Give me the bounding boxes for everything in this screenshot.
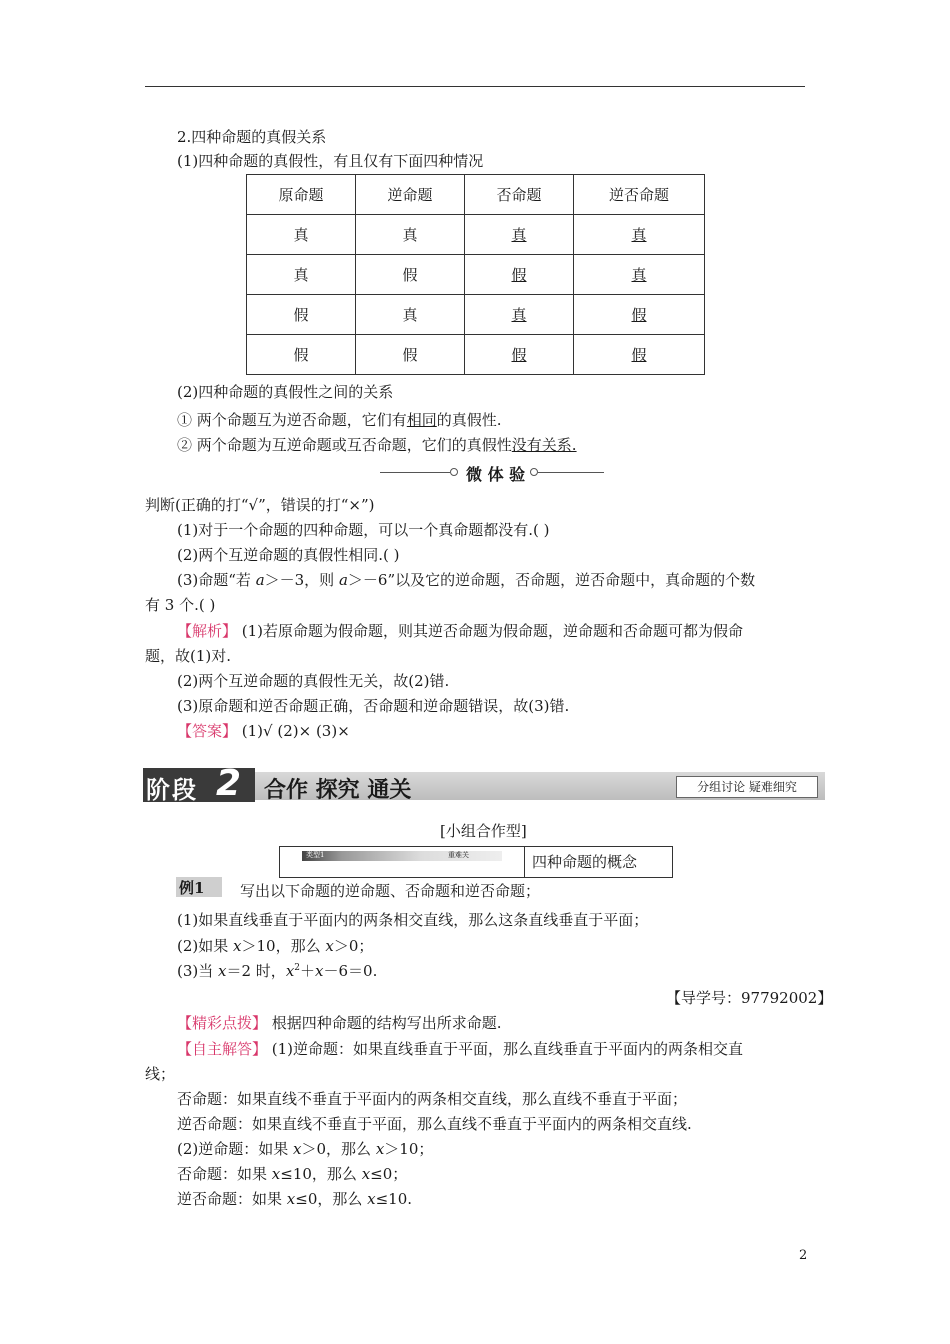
- example-item-2: [177, 935, 373, 956]
- table-header: 逆命题: [356, 175, 465, 215]
- table-row: [247, 335, 705, 375]
- answer-line: [177, 720, 350, 741]
- solution-line-1: [177, 1038, 743, 1059]
- table-cell: 真: [247, 215, 356, 255]
- variable: x: [367, 1190, 376, 1208]
- text: ＞－3，则: [264, 571, 339, 589]
- solution-line-4: [177, 1138, 433, 1159]
- group-label: [小组合作型]: [440, 822, 527, 840]
- table-cell: 真: [465, 295, 574, 335]
- analysis-tag: 【解析】: [177, 622, 238, 640]
- question-2: (2)两个互逆命题的真假性相同.( ): [177, 546, 400, 564]
- stage-label: 阶段: [146, 775, 198, 804]
- section-title-weitiyan: 微 体 验: [466, 465, 526, 484]
- text: ＝2 时，: [226, 962, 286, 980]
- text: ≤10，那么: [280, 1165, 362, 1183]
- tips-tag: 【精彩点拨】: [177, 1014, 268, 1032]
- table-cell: 真: [356, 215, 465, 255]
- text: ＞10；: [384, 1140, 434, 1158]
- variable: x: [361, 1165, 371, 1183]
- stage-badge: 分组讨论 疑难细究: [676, 776, 818, 798]
- solution-line-2: 否命题：如果直线不垂直于平面内的两条相交直线，那么直线不垂直于平面；: [177, 1090, 688, 1108]
- table-row: [247, 255, 705, 295]
- variable: x: [271, 1165, 281, 1183]
- variable: a: [338, 571, 348, 589]
- text: ① 两个命题互为逆否命题，它们有: [177, 411, 407, 429]
- question-3: [177, 569, 755, 590]
- text: 逆否命题：如果: [177, 1190, 287, 1208]
- subheading-2: (2)四种命题的真假性之间的关系: [177, 383, 394, 401]
- table-cell: 假: [356, 255, 465, 295]
- table-cell: 真: [356, 295, 465, 335]
- variable: x: [375, 1140, 385, 1158]
- table-cell: 真: [465, 215, 574, 255]
- analysis-line-2: (2)两个互逆命题的真假性无关，故(2)错.: [177, 672, 450, 690]
- divider-dot: [530, 468, 538, 476]
- table-cell: 假: [356, 335, 465, 375]
- table-cell: 假: [574, 335, 705, 375]
- stage-number: 2: [216, 763, 242, 804]
- divider-left: [380, 472, 450, 473]
- text: 根据四种命题的结构写出所求命题.: [267, 1014, 502, 1032]
- table-cell: 假: [574, 295, 705, 335]
- type-topic: 四种命题的概念: [532, 853, 638, 871]
- table-cell: 真: [247, 255, 356, 295]
- table-header-row: [247, 175, 705, 215]
- header-rule: [145, 86, 805, 87]
- type-box: [279, 846, 673, 878]
- solution-line-3: 逆否命题：如果直线不垂直于平面，那么直线不垂直于平面内的两条相交直线.: [177, 1115, 692, 1133]
- text: (1)√ (2)× (3)×: [237, 722, 350, 740]
- solution-line-1b: 线；: [145, 1065, 176, 1083]
- table-cell: 真: [574, 215, 705, 255]
- variable: x: [286, 1190, 296, 1208]
- text: ≤10.: [375, 1190, 413, 1208]
- example-item-1: (1)如果直线垂直于平面内的两条相交直线，那么这条直线垂直于平面；: [177, 911, 649, 929]
- text: ＞0；: [333, 937, 374, 955]
- text: (3)当: [177, 962, 219, 980]
- text: (3)命题“若: [177, 571, 256, 589]
- analysis-line-3: (3)原命题和逆否命题正确，否命题和逆命题错误，故(3)错.: [177, 697, 570, 715]
- table-cell: 假: [247, 335, 356, 375]
- page-number: 2: [799, 1248, 808, 1263]
- text: 的真假性.: [436, 411, 502, 429]
- underlined-answer: 没有关系.: [511, 436, 577, 454]
- type-tag: 类型1: [306, 851, 325, 859]
- variable: x: [218, 962, 227, 980]
- table-row: [247, 295, 705, 335]
- question-1: (1)对于一个命题的四种命题，可以一个真命题都没有.( ): [177, 521, 550, 539]
- tips-line: [177, 1012, 502, 1033]
- table-row: [247, 215, 705, 255]
- text: ＞10，那么: [241, 937, 326, 955]
- analysis-line-1b: 题，故(1)对.: [145, 647, 232, 665]
- question-3-cont: 有 3 个.( ): [145, 596, 216, 614]
- key-tag: 重难关: [448, 851, 469, 859]
- instruction: 判断(正确的打“√”，错误的打“×”): [145, 496, 375, 514]
- guide-number: 【导学号：97792002】: [666, 989, 833, 1007]
- text: ＞－6”以及它的逆命题，否命题，逆否命题中，真命题的个数: [347, 571, 756, 589]
- divider-dot: [450, 468, 458, 476]
- type-strip: [302, 851, 502, 861]
- text: ＞0，那么: [301, 1140, 376, 1158]
- analysis-line-1: [177, 620, 743, 641]
- truth-table: [246, 174, 705, 375]
- text: (1)逆命题：如果直线垂直于平面，那么直线垂直于平面内的两条相交直: [267, 1040, 744, 1058]
- variable: x: [293, 1140, 302, 1158]
- variable: x: [325, 937, 334, 955]
- example-tag: 例1: [179, 879, 205, 897]
- table-header: 否命题: [465, 175, 574, 215]
- text: ≤0；: [370, 1165, 408, 1183]
- relation-point-1: [177, 409, 502, 430]
- variable: a: [255, 571, 265, 589]
- text: ≤0，那么: [295, 1190, 368, 1208]
- variable: x: [285, 962, 295, 980]
- section-heading: 2.四种命题的真假关系: [177, 128, 327, 146]
- table-cell: 假: [465, 255, 574, 295]
- solution-line-5: [177, 1163, 407, 1184]
- type-box-left: [280, 847, 525, 877]
- variable: x: [233, 937, 242, 955]
- example-prompt: 写出以下命题的逆命题、否命题和逆否命题；: [240, 882, 541, 900]
- divider-right: [538, 472, 604, 473]
- relation-point-2: [177, 434, 577, 455]
- text: －6＝0.: [323, 962, 378, 980]
- table-header: 逆否命题: [574, 175, 705, 215]
- table-header: 原命题: [247, 175, 356, 215]
- subheading-1: (1)四种命题的真假性，有且仅有下面四种情况: [177, 152, 484, 170]
- text: ② 两个命题为互逆命题或互否命题，它们的真假性: [177, 436, 512, 454]
- text: (2)如果: [177, 937, 234, 955]
- example-item-3: [177, 960, 377, 981]
- text: (1)若原命题为假命题，则其逆否命题为假命题，逆命题和否命题可都为假命: [237, 622, 744, 640]
- text: (2)逆命题：如果: [177, 1140, 294, 1158]
- table-cell: 假: [465, 335, 574, 375]
- table-cell: 真: [574, 255, 705, 295]
- solution-tag: 【自主解答】: [177, 1040, 268, 1058]
- underlined-answer: 相同: [406, 411, 437, 429]
- text: ＋: [300, 962, 316, 980]
- variable: x: [315, 962, 324, 980]
- solution-line-6: [177, 1188, 412, 1209]
- answer-tag: 【答案】: [177, 722, 238, 740]
- stage-title: 合作 探究 通关: [264, 777, 412, 803]
- text: 否命题：如果: [177, 1165, 272, 1183]
- table-cell: 假: [247, 295, 356, 335]
- exponent: 2: [294, 963, 301, 973]
